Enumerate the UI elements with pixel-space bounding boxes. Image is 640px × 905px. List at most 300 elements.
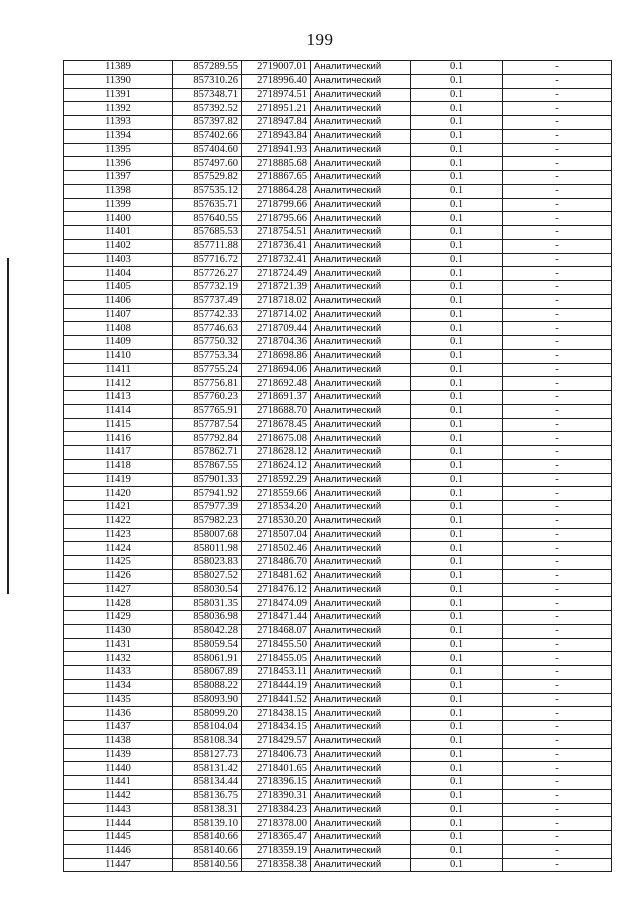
table-row [64,171,612,185]
point-number-cell: 11443 [64,803,173,817]
point-number-cell: 11414 [64,404,173,418]
method-cell: Аналитический [311,184,411,198]
accuracy-cell: 0.1 [411,569,503,583]
accuracy-cell: 0.1 [411,666,503,680]
table-row [64,487,612,501]
method-cell: Аналитический [311,391,411,405]
accuracy-cell: 0.1 [411,404,503,418]
note-cell: - [503,239,612,253]
method-cell: Аналитический [311,831,411,845]
method-cell: Аналитический [311,528,411,542]
point-number-cell: 11444 [64,817,173,831]
method-cell: Аналитический [311,322,411,336]
y-coordinate-cell: 2718721.39 [242,281,311,295]
accuracy-cell: 0.1 [411,638,503,652]
point-number-cell: 11390 [64,74,173,88]
coordinates-table-body [64,61,612,872]
method-cell: Аналитический [311,569,411,583]
y-coordinate-cell: 2718453.11 [242,666,311,680]
table-row [64,281,612,295]
y-coordinate-cell: 2718434.15 [242,721,311,735]
note-cell: - [503,253,612,267]
x-coordinate-cell: 858140.56 [173,858,242,872]
accuracy-cell: 0.1 [411,418,503,432]
table-row [64,597,612,611]
table-row [64,377,612,391]
x-coordinate-cell: 857755.24 [173,363,242,377]
x-coordinate-cell: 857711.88 [173,239,242,253]
point-number-cell: 11441 [64,776,173,790]
note-cell: - [503,817,612,831]
y-coordinate-cell: 2718628.12 [242,446,311,460]
note-cell: - [503,652,612,666]
y-coordinate-cell: 2718675.08 [242,432,311,446]
table-row [64,349,612,363]
y-coordinate-cell: 2718592.29 [242,473,311,487]
point-number-cell: 11406 [64,294,173,308]
y-coordinate-cell: 2718724.49 [242,267,311,281]
accuracy-cell: 0.1 [411,226,503,240]
coordinates-table [63,60,612,872]
method-cell: Аналитический [311,239,411,253]
accuracy-cell: 0.1 [411,239,503,253]
method-cell: Аналитический [311,762,411,776]
table-row [64,721,612,735]
point-number-cell: 11437 [64,721,173,735]
x-coordinate-cell: 857535.12 [173,184,242,198]
y-coordinate-cell: 2718947.84 [242,116,311,130]
method-cell: Аналитический [311,226,411,240]
method-cell: Аналитический [311,88,411,102]
note-cell: - [503,143,612,157]
accuracy-cell: 0.1 [411,322,503,336]
note-cell: - [503,611,612,625]
accuracy-cell: 0.1 [411,679,503,693]
table-row [64,212,612,226]
method-cell: Аналитический [311,336,411,350]
table-row [64,803,612,817]
note-cell: - [503,666,612,680]
y-coordinate-cell: 2718438.15 [242,707,311,721]
accuracy-cell: 0.1 [411,446,503,460]
y-coordinate-cell: 2718943.84 [242,129,311,143]
table-row [64,116,612,130]
method-cell: Аналитический [311,308,411,322]
note-cell: - [503,226,612,240]
y-coordinate-cell: 2718455.50 [242,638,311,652]
note-cell: - [503,294,612,308]
note-cell: - [503,776,612,790]
table-row [64,624,612,638]
note-cell: - [503,349,612,363]
point-number-cell: 11389 [64,61,173,75]
margin-binding-line [7,258,9,594]
table-row [64,459,612,473]
accuracy-cell: 0.1 [411,74,503,88]
y-coordinate-cell: 2718698.86 [242,349,311,363]
point-number-cell: 11426 [64,569,173,583]
accuracy-cell: 0.1 [411,693,503,707]
note-cell: - [503,569,612,583]
accuracy-cell: 0.1 [411,721,503,735]
note-cell: - [503,514,612,528]
method-cell: Аналитический [311,418,411,432]
method-cell: Аналитический [311,597,411,611]
table-row [64,129,612,143]
method-cell: Аналитический [311,157,411,171]
x-coordinate-cell: 857941.92 [173,487,242,501]
point-number-cell: 11446 [64,844,173,858]
y-coordinate-cell: 2718384.23 [242,803,311,817]
point-number-cell: 11429 [64,611,173,625]
y-coordinate-cell: 2718885.68 [242,157,311,171]
accuracy-cell: 0.1 [411,363,503,377]
method-cell: Аналитический [311,707,411,721]
x-coordinate-cell: 857635.71 [173,198,242,212]
note-cell: - [503,748,612,762]
accuracy-cell: 0.1 [411,624,503,638]
note-cell: - [503,583,612,597]
note-cell: - [503,707,612,721]
table-row [64,556,612,570]
note-cell: - [503,734,612,748]
table-row [64,776,612,790]
method-cell: Аналитический [311,583,411,597]
method-cell: Аналитический [311,171,411,185]
x-coordinate-cell: 858108.34 [173,734,242,748]
accuracy-cell: 0.1 [411,707,503,721]
accuracy-cell: 0.1 [411,308,503,322]
point-number-cell: 11401 [64,226,173,240]
accuracy-cell: 0.1 [411,858,503,872]
note-cell: - [503,322,612,336]
y-coordinate-cell: 2718359.19 [242,844,311,858]
method-cell: Аналитический [311,61,411,75]
y-coordinate-cell: 2718732.41 [242,253,311,267]
note-cell: - [503,418,612,432]
accuracy-cell: 0.1 [411,212,503,226]
point-number-cell: 11408 [64,322,173,336]
point-number-cell: 11399 [64,198,173,212]
x-coordinate-cell: 857792.84 [173,432,242,446]
table-row [64,102,612,116]
point-number-cell: 11415 [64,418,173,432]
x-coordinate-cell: 858138.31 [173,803,242,817]
point-number-cell: 11402 [64,239,173,253]
method-cell: Аналитический [311,789,411,803]
accuracy-cell: 0.1 [411,294,503,308]
x-coordinate-cell: 858131.42 [173,762,242,776]
y-coordinate-cell: 2718692.48 [242,377,311,391]
note-cell: - [503,556,612,570]
method-cell: Аналитический [311,473,411,487]
point-number-cell: 11428 [64,597,173,611]
accuracy-cell: 0.1 [411,143,503,157]
accuracy-cell: 0.1 [411,514,503,528]
method-cell: Аналитический [311,721,411,735]
method-cell: Аналитический [311,748,411,762]
x-coordinate-cell: 858134.44 [173,776,242,790]
point-number-cell: 11398 [64,184,173,198]
point-number-cell: 11405 [64,281,173,295]
table-row [64,707,612,721]
x-coordinate-cell: 858099.20 [173,707,242,721]
table-row [64,253,612,267]
x-coordinate-cell: 857760.23 [173,391,242,405]
table-row [64,404,612,418]
x-coordinate-cell: 858030.54 [173,583,242,597]
method-cell: Аналитический [311,377,411,391]
x-coordinate-cell: 857742.33 [173,308,242,322]
x-coordinate-cell: 857756.81 [173,377,242,391]
y-coordinate-cell: 2718754.51 [242,226,311,240]
y-coordinate-cell: 2718401.65 [242,762,311,776]
note-cell: - [503,542,612,556]
table-row [64,322,612,336]
method-cell: Аналитический [311,679,411,693]
point-number-cell: 11421 [64,501,173,515]
accuracy-cell: 0.1 [411,473,503,487]
x-coordinate-cell: 857404.60 [173,143,242,157]
table-row [64,473,612,487]
point-number-cell: 11396 [64,157,173,171]
note-cell: - [503,459,612,473]
y-coordinate-cell: 2718709.44 [242,322,311,336]
accuracy-cell: 0.1 [411,281,503,295]
table-row [64,583,612,597]
method-cell: Аналитический [311,693,411,707]
note-cell: - [503,198,612,212]
accuracy-cell: 0.1 [411,253,503,267]
method-cell: Аналитический [311,776,411,790]
y-coordinate-cell: 2718951.21 [242,102,311,116]
note-cell: - [503,638,612,652]
x-coordinate-cell: 857497.60 [173,157,242,171]
y-coordinate-cell: 2718406.73 [242,748,311,762]
point-number-cell: 11403 [64,253,173,267]
accuracy-cell: 0.1 [411,391,503,405]
note-cell: - [503,789,612,803]
point-number-cell: 11400 [64,212,173,226]
point-number-cell: 11394 [64,129,173,143]
note-cell: - [503,281,612,295]
accuracy-cell: 0.1 [411,803,503,817]
x-coordinate-cell: 858061.91 [173,652,242,666]
note-cell: - [503,803,612,817]
table-row [64,61,612,75]
method-cell: Аналитический [311,803,411,817]
x-coordinate-cell: 857753.34 [173,349,242,363]
point-number-cell: 11391 [64,88,173,102]
table-row [64,184,612,198]
table-row [64,748,612,762]
method-cell: Аналитический [311,349,411,363]
table-row [64,267,612,281]
y-coordinate-cell: 2718455.05 [242,652,311,666]
table-row [64,693,612,707]
x-coordinate-cell: 858136.75 [173,789,242,803]
y-coordinate-cell: 2718429.57 [242,734,311,748]
point-number-cell: 11431 [64,638,173,652]
point-number-cell: 11397 [64,171,173,185]
table-row [64,514,612,528]
point-number-cell: 11433 [64,666,173,680]
accuracy-cell: 0.1 [411,817,503,831]
method-cell: Аналитический [311,363,411,377]
method-cell: Аналитический [311,404,411,418]
y-coordinate-cell: 2718704.36 [242,336,311,350]
table-row [64,446,612,460]
y-coordinate-cell: 2718502.46 [242,542,311,556]
point-number-cell: 11419 [64,473,173,487]
table-row [64,679,612,693]
note-cell: - [503,363,612,377]
point-number-cell: 11424 [64,542,173,556]
y-coordinate-cell: 2718444.19 [242,679,311,693]
x-coordinate-cell: 858140.66 [173,844,242,858]
y-coordinate-cell: 2718559.66 [242,487,311,501]
note-cell: - [503,377,612,391]
table-row [64,844,612,858]
x-coordinate-cell: 858027.52 [173,569,242,583]
x-coordinate-cell: 857726.27 [173,267,242,281]
accuracy-cell: 0.1 [411,102,503,116]
method-cell: Аналитический [311,624,411,638]
point-number-cell: 11432 [64,652,173,666]
method-cell: Аналитический [311,638,411,652]
y-coordinate-cell: 2718718.02 [242,294,311,308]
x-coordinate-cell: 857750.32 [173,336,242,350]
table-row [64,542,612,556]
note-cell: - [503,831,612,845]
note-cell: - [503,184,612,198]
x-coordinate-cell: 857982.23 [173,514,242,528]
note-cell: - [503,308,612,322]
x-coordinate-cell: 857716.72 [173,253,242,267]
point-number-cell: 11425 [64,556,173,570]
point-number-cell: 11393 [64,116,173,130]
y-coordinate-cell: 2718507.04 [242,528,311,542]
table-row [64,789,612,803]
x-coordinate-cell: 857901.33 [173,473,242,487]
note-cell: - [503,391,612,405]
point-number-cell: 11430 [64,624,173,638]
table-row [64,198,612,212]
x-coordinate-cell: 858031.35 [173,597,242,611]
x-coordinate-cell: 858139.10 [173,817,242,831]
table-row [64,391,612,405]
method-cell: Аналитический [311,501,411,515]
accuracy-cell: 0.1 [411,528,503,542]
accuracy-cell: 0.1 [411,487,503,501]
point-number-cell: 11427 [64,583,173,597]
point-number-cell: 11438 [64,734,173,748]
note-cell: - [503,88,612,102]
point-number-cell: 11407 [64,308,173,322]
x-coordinate-cell: 858093.90 [173,693,242,707]
point-number-cell: 11417 [64,446,173,460]
x-coordinate-cell: 858011.98 [173,542,242,556]
note-cell: - [503,212,612,226]
accuracy-cell: 0.1 [411,652,503,666]
note-cell: - [503,61,612,75]
note-cell: - [503,597,612,611]
y-coordinate-cell: 2718486.70 [242,556,311,570]
y-coordinate-cell: 2718736.41 [242,239,311,253]
accuracy-cell: 0.1 [411,336,503,350]
x-coordinate-cell: 857867.55 [173,459,242,473]
accuracy-cell: 0.1 [411,583,503,597]
note-cell: - [503,432,612,446]
accuracy-cell: 0.1 [411,831,503,845]
accuracy-cell: 0.1 [411,349,503,363]
y-coordinate-cell: 2718799.66 [242,198,311,212]
point-number-cell: 11439 [64,748,173,762]
note-cell: - [503,693,612,707]
point-number-cell: 11435 [64,693,173,707]
table-row [64,501,612,515]
method-cell: Аналитический [311,74,411,88]
method-cell: Аналитический [311,734,411,748]
y-coordinate-cell: 2718390.31 [242,789,311,803]
table-row [64,432,612,446]
accuracy-cell: 0.1 [411,789,503,803]
accuracy-cell: 0.1 [411,734,503,748]
table-row [64,294,612,308]
accuracy-cell: 0.1 [411,542,503,556]
y-coordinate-cell: 2718378.00 [242,817,311,831]
note-cell: - [503,129,612,143]
x-coordinate-cell: 857348.71 [173,88,242,102]
x-coordinate-cell: 857977.39 [173,501,242,515]
method-cell: Аналитический [311,487,411,501]
method-cell: Аналитический [311,212,411,226]
point-number-cell: 11440 [64,762,173,776]
method-cell: Аналитический [311,129,411,143]
x-coordinate-cell: 858036.98 [173,611,242,625]
method-cell: Аналитический [311,253,411,267]
accuracy-cell: 0.1 [411,198,503,212]
point-number-cell: 11442 [64,789,173,803]
method-cell: Аналитический [311,611,411,625]
x-coordinate-cell: 857529.82 [173,171,242,185]
y-coordinate-cell: 2718441.52 [242,693,311,707]
note-cell: - [503,404,612,418]
point-number-cell: 11404 [64,267,173,281]
x-coordinate-cell: 858042.28 [173,624,242,638]
note-cell: - [503,528,612,542]
method-cell: Аналитический [311,294,411,308]
x-coordinate-cell: 857640.55 [173,212,242,226]
accuracy-cell: 0.1 [411,129,503,143]
table-row [64,157,612,171]
method-cell: Аналитический [311,652,411,666]
table-row [64,638,612,652]
table-row [64,74,612,88]
x-coordinate-cell: 857862.71 [173,446,242,460]
y-coordinate-cell: 2718691.37 [242,391,311,405]
y-coordinate-cell: 2718365.47 [242,831,311,845]
y-coordinate-cell: 2718481.62 [242,569,311,583]
method-cell: Аналитический [311,858,411,872]
accuracy-cell: 0.1 [411,116,503,130]
table-row [64,666,612,680]
table-row [64,762,612,776]
y-coordinate-cell: 2718468.07 [242,624,311,638]
table-row [64,734,612,748]
point-number-cell: 11418 [64,459,173,473]
y-coordinate-cell: 2718624.12 [242,459,311,473]
